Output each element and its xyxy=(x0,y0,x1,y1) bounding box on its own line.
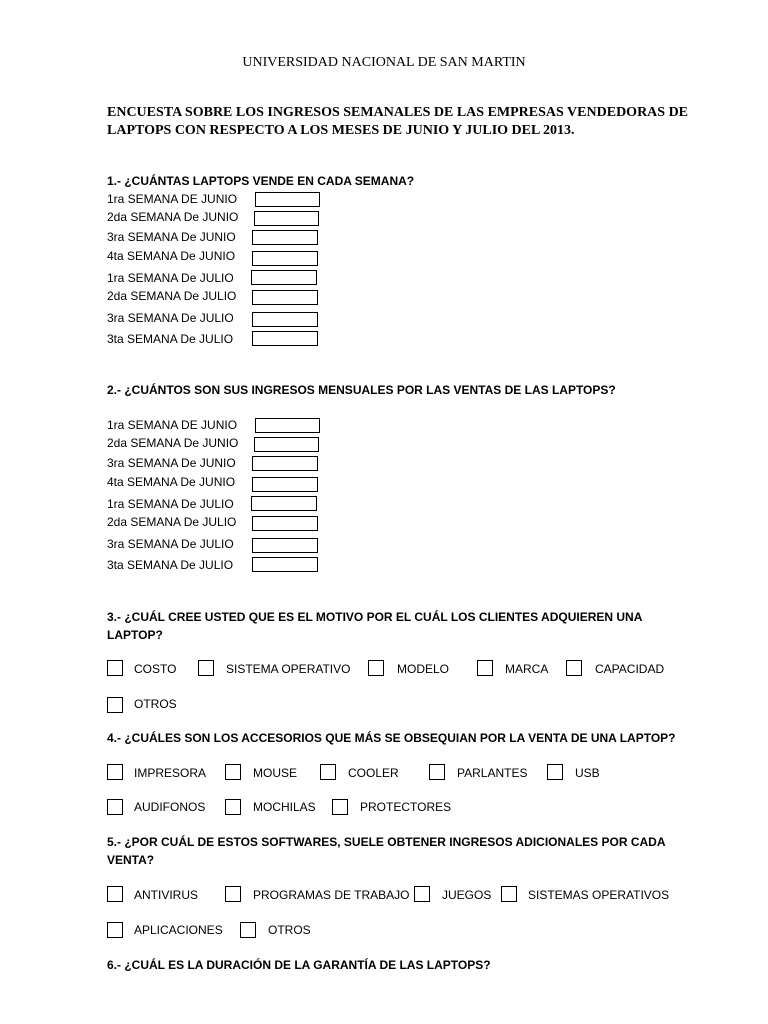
q2-row-label: 1ra SEMANA De JULIO xyxy=(107,497,234,511)
q4-option-label: PROTECTORES xyxy=(360,800,452,814)
q1-row-input[interactable] xyxy=(252,312,318,327)
q3-option-checkbox-sistema-operativo[interactable] xyxy=(198,660,214,676)
q1-row-label: 4ta SEMANA De JUNIO xyxy=(107,249,236,263)
q3-option-label: MARCA xyxy=(505,662,549,676)
q3-option-label: OTROS xyxy=(134,697,177,711)
q5-option-checkbox-aplicaciones[interactable] xyxy=(107,922,123,938)
q5-option-label: ANTIVIRUS xyxy=(134,888,199,902)
question-3-text-line-1: 3.- ¿CUÁL CREE USTED QUE ES EL MOTIVO POR EL CUÁL LOS CLIENTES ADQUIEREN UNA xyxy=(107,610,643,624)
q2-row-label: 3ra SEMANA De JULIO xyxy=(107,537,234,551)
q3-option-checkbox-capacidad[interactable] xyxy=(566,660,582,676)
survey-intro-line-1: ENCUESTA SOBRE LOS INGRESOS SEMANALES DE LAS EMPRESAS VENDEDORAS DE xyxy=(107,105,689,120)
q2-row-label: 2da SEMANA De JULIO xyxy=(107,515,237,529)
q1-row-label: 1ra SEMANA DE JUNIO xyxy=(107,192,238,206)
q5-option-checkbox-sistemas-operativos[interactable] xyxy=(501,886,517,902)
q5-option-checkbox-programas-de-trabajo[interactable] xyxy=(225,886,241,902)
question-3-text-line-2: LAPTOP? xyxy=(107,628,163,642)
q2-row-input[interactable] xyxy=(252,477,318,492)
q4-option-checkbox-usb[interactable] xyxy=(547,764,563,780)
q1-row-input[interactable] xyxy=(252,290,318,305)
q1-row-label: 3ra SEMANA De JUNIO xyxy=(107,230,236,244)
q1-row-input[interactable] xyxy=(252,230,318,245)
q4-option-checkbox-cooler[interactable] xyxy=(320,764,336,780)
q4-option-label: AUDIFONOS xyxy=(134,800,206,814)
q4-option-label: IMPRESORA xyxy=(134,766,207,780)
q2-row-input[interactable] xyxy=(252,516,318,531)
q2-row-label: 2da SEMANA De JUNIO xyxy=(107,436,239,450)
q5-option-label: SISTEMAS OPERATIVOS xyxy=(528,888,670,902)
q3-option-checkbox-costo[interactable] xyxy=(107,660,123,676)
q3-option-checkbox-marca[interactable] xyxy=(477,660,493,676)
q2-row-input[interactable] xyxy=(255,418,320,433)
q4-option-label: MOUSE xyxy=(253,766,298,780)
q4-option-checkbox-mochilas[interactable] xyxy=(225,799,241,815)
q1-row-input[interactable] xyxy=(251,270,317,285)
q1-row-input[interactable] xyxy=(252,251,318,266)
question-2-text: 2.- ¿CUÁNTOS SON SUS INGRESOS MENSUALES POR LAS VENTAS DE LAS LAPTOPS? xyxy=(107,383,616,397)
q3-option-label: COSTO xyxy=(134,662,177,676)
q1-row-input[interactable] xyxy=(252,331,318,346)
q2-row-label: 3ra SEMANA De JUNIO xyxy=(107,456,236,470)
question-1-text: 1.- ¿CUÁNTAS LAPTOPS VENDE EN CADA SEMANA? xyxy=(107,174,415,188)
q4-option-checkbox-mouse[interactable] xyxy=(225,764,241,780)
q5-option-label: PROGRAMAS DE TRABAJO xyxy=(253,888,410,902)
q5-option-checkbox-juegos[interactable] xyxy=(414,886,430,902)
q3-option-label: CAPACIDAD xyxy=(595,662,665,676)
q2-row-label: 1ra SEMANA DE JUNIO xyxy=(107,418,238,432)
q4-option-checkbox-parlantes[interactable] xyxy=(429,764,445,780)
question-6-text: 6.- ¿CUÁL ES LA DURACIÓN DE LA GARANTÍA DE LAS LAPTOPS? xyxy=(107,958,491,972)
survey-intro-line-2: LAPTOPS CON RESPECTO A LOS MESES DE JUNIO Y JULIO DEL 2013. xyxy=(107,123,575,138)
q2-row-input[interactable] xyxy=(252,456,318,471)
q5-option-label: OTROS xyxy=(268,923,311,937)
q3-option-checkbox-otros[interactable] xyxy=(107,697,123,713)
q5-option-checkbox-antivirus[interactable] xyxy=(107,886,123,902)
question-5-text-line-2: VENTA? xyxy=(107,853,155,867)
question-5-text-line-1: 5.- ¿POR CUÁL DE ESTOS SOFTWARES, SUELE OBTENER INGRESOS ADICIONALES POR CADA xyxy=(107,835,666,849)
q4-option-label: PARLANTES xyxy=(457,766,528,780)
q1-row-label: 3ta SEMANA De JULIO xyxy=(107,332,234,346)
q1-row-label: 3ra SEMANA De JULIO xyxy=(107,311,234,325)
q2-row-label: 4ta SEMANA De JUNIO xyxy=(107,475,236,489)
q2-row-label: 3ta SEMANA De JULIO xyxy=(107,558,234,572)
q5-option-label: JUEGOS xyxy=(442,888,492,902)
q1-row-label: 1ra SEMANA De JULIO xyxy=(107,271,234,285)
q1-row-label: 2da SEMANA De JULIO xyxy=(107,289,237,303)
q4-option-label: COOLER xyxy=(348,766,399,780)
q5-option-label: APLICACIONES xyxy=(134,923,223,937)
page-title: UNIVERSIDAD NACIONAL DE SAN MARTIN xyxy=(242,55,526,70)
q1-row-input[interactable] xyxy=(255,192,320,207)
q2-row-input[interactable] xyxy=(254,437,319,452)
q2-row-input[interactable] xyxy=(251,496,317,511)
q3-option-label: SISTEMA OPERATIVO xyxy=(226,662,351,676)
q1-row-input[interactable] xyxy=(254,211,319,226)
q2-row-input[interactable] xyxy=(252,538,318,553)
question-4-text: 4.- ¿CUÁLES SON LOS ACCESORIOS QUE MÁS SE OBSEQUIAN POR LA VENTA DE UNA LAPTOP? xyxy=(107,731,676,745)
q3-option-label: MODELO xyxy=(397,662,450,676)
q4-option-label: USB xyxy=(575,766,600,780)
q4-option-checkbox-protectores[interactable] xyxy=(332,799,348,815)
q4-option-checkbox-audifonos[interactable] xyxy=(107,799,123,815)
q4-option-label: MOCHILAS xyxy=(253,800,316,814)
q4-option-checkbox-impresora[interactable] xyxy=(107,764,123,780)
q3-option-checkbox-modelo[interactable] xyxy=(368,660,384,676)
q1-row-label: 2da SEMANA De JUNIO xyxy=(107,210,239,224)
q2-row-input[interactable] xyxy=(252,557,318,572)
q5-option-checkbox-otros[interactable] xyxy=(240,922,256,938)
